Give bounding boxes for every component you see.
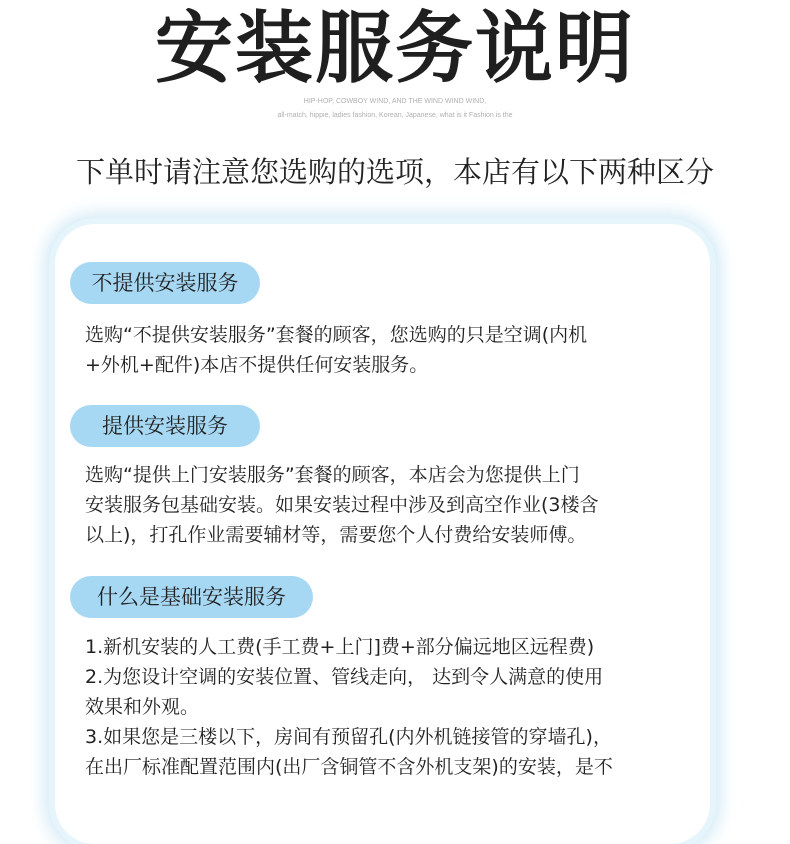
- decorative-caption-line-1: HIP-HOP, COWBOY WIND, AND THE WIND WIND WIND,: [303, 98, 487, 105]
- body-line: 选购“不提供安装服务”套餐的顾客，您选购的只是空调(内机: [85, 324, 588, 346]
- body-line: 以上)，打孔作业需要辅材等，需要您个人付费给安装师傅。: [85, 524, 587, 546]
- body-line: 3.如果您是三楼以下，房间有预留孔(内外机链接管的穿墙孔)，: [85, 726, 612, 748]
- section-body-no-install: [85, 320, 700, 380]
- body-line: 2.为您设计空调的安装位置、管线走向， 达到令人满意的使用: [85, 666, 604, 688]
- body-line: +外机+配件)本店不提供任何安装服务。: [85, 354, 429, 376]
- section-heading-no-install: 不提供安装服务: [70, 262, 260, 304]
- page-title: 安装服务说明: [154, 4, 635, 94]
- section-heading-install: 提供安装服务: [70, 405, 260, 447]
- body-line: 效果和外观。: [85, 696, 200, 718]
- decorative-caption-line-2: all-match, hippie, ladies fashion, Korean, Japanese, what is it Fashion is the: [277, 112, 513, 119]
- body-line: 1.新机安装的人工费(手工费+上门]费+部分偏远地区远程费): [85, 636, 595, 658]
- body-line: 在出厂标准配置范围内(出厂含铜管不含外机支架)的安装，是不: [85, 756, 613, 778]
- section-body-basic-install: [85, 632, 700, 782]
- section-heading-basic-install: 什么是基础安装服务: [70, 576, 313, 618]
- body-line: 选购“提供上门安装服务”套餐的顾客，本店会为您提供上门: [85, 464, 580, 486]
- body-line: 安装服务包基础安装。如果安装过程中涉及到高空作业(3楼含: [85, 494, 599, 516]
- page-subtitle: 下单时请注意您选购的选项，本店有以下两种区分: [75, 155, 714, 189]
- section-body-install: [85, 460, 700, 550]
